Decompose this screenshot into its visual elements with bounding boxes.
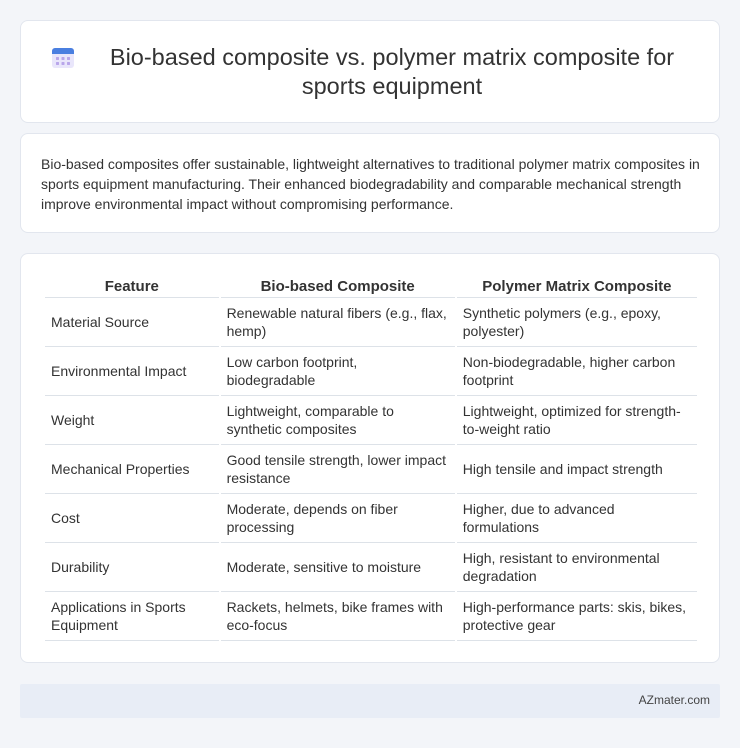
table-row xyxy=(45,592,697,641)
table-header-row xyxy=(45,276,697,298)
table-row xyxy=(45,347,697,396)
column-header-polymer-matrix: Polymer Matrix Composite xyxy=(457,276,697,298)
column-header-feature: Feature xyxy=(45,276,219,298)
table-row xyxy=(45,298,697,347)
polymer-matrix-cell: High, resistant to environmental degradation xyxy=(457,543,697,592)
table-row xyxy=(45,543,697,592)
title-card xyxy=(20,20,720,123)
footer-bar xyxy=(20,684,720,718)
feature-cell: Mechanical Properties xyxy=(45,445,219,494)
polymer-matrix-cell: High-performance parts: skis, bikes, protective gear xyxy=(457,592,697,641)
footer-brand: AZmater.com xyxy=(638,693,710,707)
feature-cell: Environmental Impact xyxy=(45,347,219,396)
title-wrap xyxy=(51,21,689,122)
feature-cell: Durability xyxy=(45,543,219,592)
comparison-table xyxy=(43,276,699,641)
polymer-matrix-cell: Synthetic polymers (e.g., epoxy, polyester) xyxy=(457,298,697,347)
page-title: Bio-based composite vs. polymer matrix composite for sports equipment xyxy=(109,43,675,99)
bio-based-cell: Lightweight, comparable to synthetic composites xyxy=(221,396,455,445)
feature-cell: Cost xyxy=(45,494,219,543)
table-row xyxy=(45,445,697,494)
bio-based-cell: Low carbon footprint, biodegradable xyxy=(221,347,455,396)
feature-cell: Material Source xyxy=(45,298,219,347)
bio-based-cell: Good tensile strength, lower impact resistance xyxy=(221,445,455,494)
polymer-matrix-cell: Non-biodegradable, higher carbon footprint xyxy=(457,347,697,396)
intro-card xyxy=(20,133,720,233)
intro-text: Bio-based composites offer sustainable, lightweight alternatives to traditional polymer matrix composites in sports equipment manufacturing. Their enhanced biodegradability and comparable mechanical strength improve environmental impact without compromising performance. xyxy=(41,156,700,212)
bio-based-cell: Rackets, helmets, bike frames with eco-focus xyxy=(221,592,455,641)
table-row xyxy=(45,396,697,445)
calendar-icon xyxy=(51,46,75,70)
column-header-bio-based: Bio-based Composite xyxy=(221,276,455,298)
feature-cell: Weight xyxy=(45,396,219,445)
feature-cell: Applications in Sports Equipment xyxy=(45,592,219,641)
table-row xyxy=(45,494,697,543)
bio-based-cell: Moderate, depends on fiber processing xyxy=(221,494,455,543)
table-card xyxy=(20,253,720,663)
polymer-matrix-cell: High tensile and impact strength xyxy=(457,445,697,494)
polymer-matrix-cell: Higher, due to advanced formulations xyxy=(457,494,697,543)
polymer-matrix-cell: Lightweight, optimized for strength-to-weight ratio xyxy=(457,396,697,445)
bio-based-cell: Renewable natural fibers (e.g., flax, hemp) xyxy=(221,298,455,347)
bio-based-cell: Moderate, sensitive to moisture xyxy=(221,543,455,592)
